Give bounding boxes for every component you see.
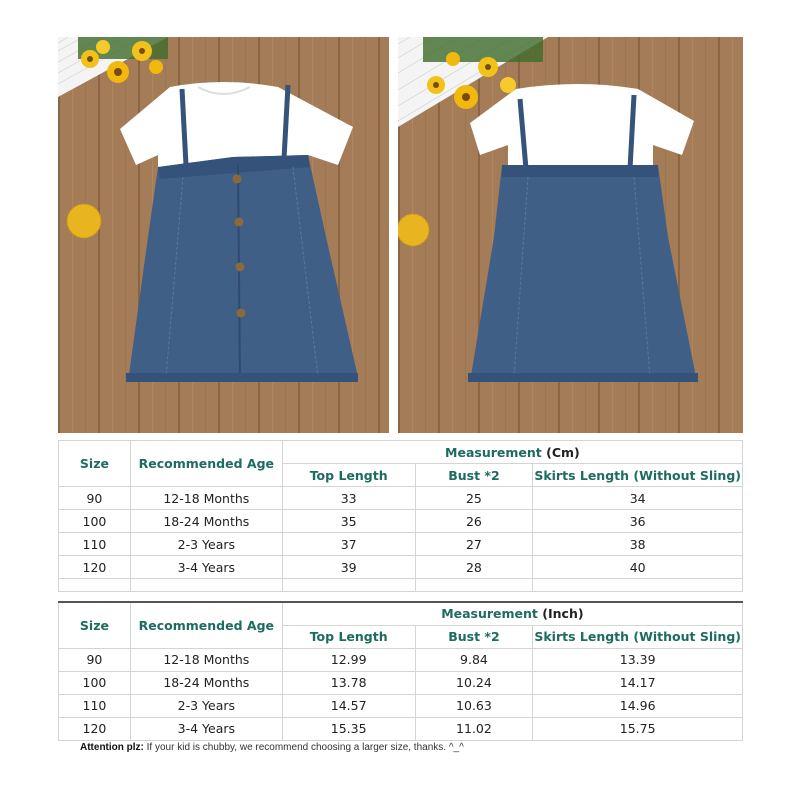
table-row — [59, 510, 743, 533]
cell-size: 90 — [59, 648, 131, 671]
cell-bust: 27 — [415, 533, 533, 556]
header-bust: Bust *2 — [415, 625, 533, 648]
cell-bust: 26 — [415, 510, 533, 533]
table-row — [59, 487, 743, 510]
cell-size: 100 — [59, 510, 131, 533]
measurement-unit: (Cm) — [546, 444, 580, 460]
cell-skirt: 14.17 — [533, 671, 743, 694]
table-row — [59, 671, 743, 694]
attention-text: If your kid is chubby, we recommend choosing a larger size, thanks. ^_^ — [143, 742, 464, 753]
cell-bust: 10.63 — [415, 694, 533, 717]
table-row — [59, 556, 743, 579]
header-bust: Bust *2 — [415, 464, 533, 487]
cell-size: 90 — [59, 487, 131, 510]
size-table-inch — [58, 601, 743, 741]
cell-skirt: 15.75 — [533, 717, 743, 740]
cell-skirt: 13.39 — [533, 648, 743, 671]
cell-age: 18-24 Months — [130, 671, 282, 694]
cell-bust: 11.02 — [415, 717, 533, 740]
cell-bust: 10.24 — [415, 671, 533, 694]
cell-top: 37 — [282, 533, 415, 556]
denim-dress-back-icon — [398, 37, 743, 433]
header-measurement — [282, 602, 742, 625]
cell-size: 120 — [59, 717, 131, 740]
cell-size: 110 — [59, 694, 131, 717]
header-measurement — [282, 441, 742, 464]
header-recommended-age: Recommended Age — [130, 602, 282, 648]
measurement-label: Measurement — [441, 606, 538, 622]
product-photo-back — [398, 37, 743, 433]
product-photo-front — [58, 37, 389, 433]
cell-bust: 25 — [415, 487, 533, 510]
header-skirts-length: Skirts Length (Without Sling) — [533, 625, 743, 648]
header-top-length: Top Length — [282, 625, 415, 648]
cell-top: 35 — [282, 510, 415, 533]
table-row — [59, 648, 743, 671]
header-size: Size — [59, 441, 131, 487]
cell-skirt: 14.96 — [533, 694, 743, 717]
cell-age: 3-4 Years — [130, 717, 282, 740]
cell-skirt: 40 — [533, 556, 743, 579]
table-row — [59, 694, 743, 717]
cell-age: 18-24 Months — [130, 510, 282, 533]
cell-top: 13.78 — [282, 671, 415, 694]
header-recommended-age: Recommended Age — [130, 441, 282, 487]
measurement-label: Measurement — [445, 444, 542, 460]
cell-skirt: 34 — [533, 487, 743, 510]
cell-top: 33 — [282, 487, 415, 510]
header-size: Size — [59, 602, 131, 648]
table-row — [59, 533, 743, 556]
cell-skirt: 38 — [533, 533, 743, 556]
cell-age: 3-4 Years — [130, 556, 282, 579]
header-skirts-length: Skirts Length (Without Sling) — [533, 464, 743, 487]
cell-age: 12-18 Months — [130, 487, 282, 510]
cell-age: 2-3 Years — [130, 694, 282, 717]
cell-top: 39 — [282, 556, 415, 579]
cell-bust: 9.84 — [415, 648, 533, 671]
table-spacer-row — [59, 579, 743, 592]
measurement-unit: (Inch) — [542, 606, 584, 622]
cell-size: 120 — [59, 556, 131, 579]
attention-label: Attention plz: — [80, 742, 144, 753]
cell-size: 110 — [59, 533, 131, 556]
cell-top: 14.57 — [282, 694, 415, 717]
cell-age: 12-18 Months — [130, 648, 282, 671]
attention-note — [80, 742, 464, 753]
cell-bust: 28 — [415, 556, 533, 579]
header-top-length: Top Length — [282, 464, 415, 487]
denim-dress-front-icon — [58, 37, 389, 433]
cell-size: 100 — [59, 671, 131, 694]
size-table-cm — [58, 440, 743, 592]
cell-top: 15.35 — [282, 717, 415, 740]
cell-age: 2-3 Years — [130, 533, 282, 556]
cell-top: 12.99 — [282, 648, 415, 671]
cell-skirt: 36 — [533, 510, 743, 533]
table-row — [59, 717, 743, 740]
